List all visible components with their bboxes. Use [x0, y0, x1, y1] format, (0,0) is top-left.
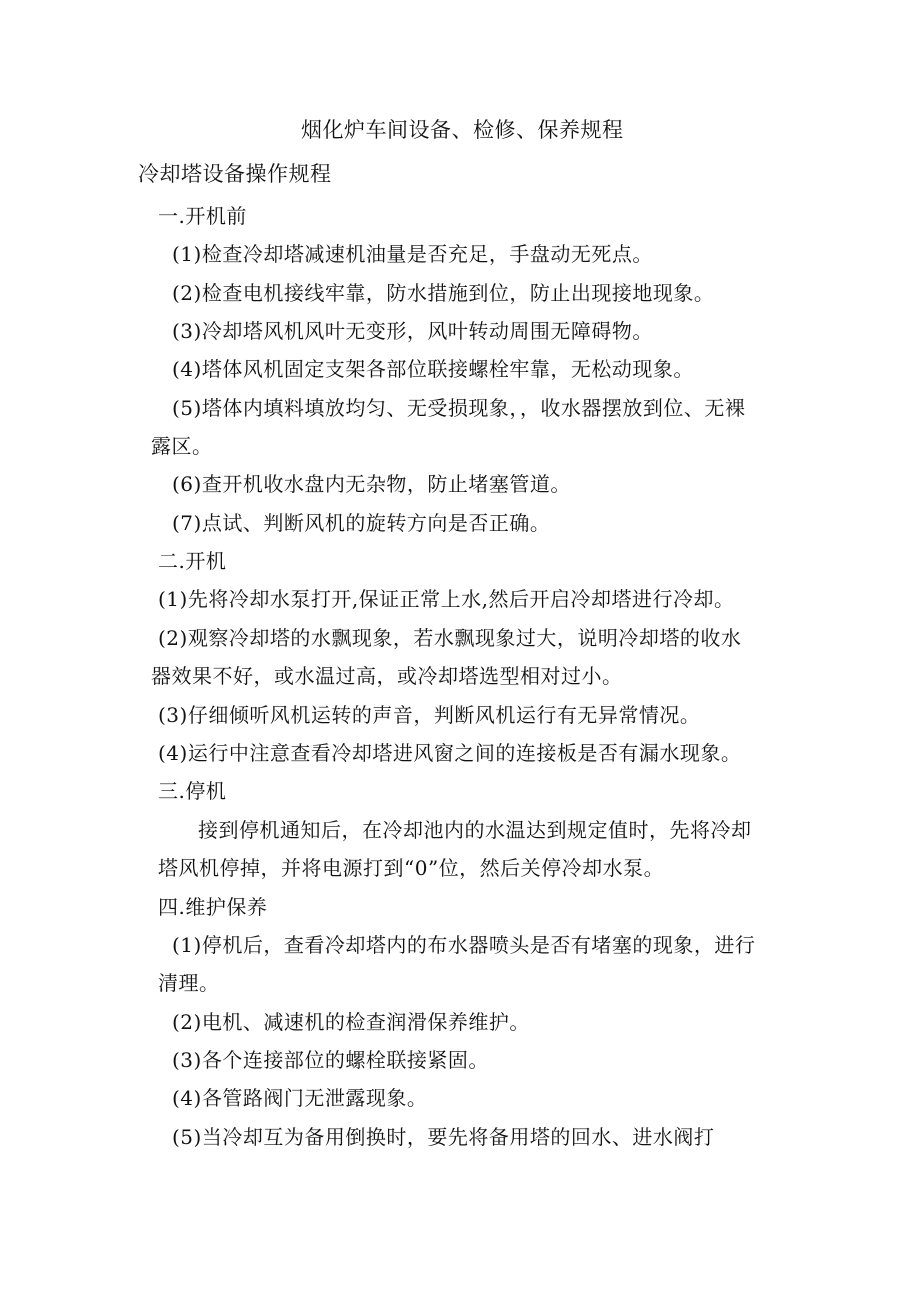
paragraph-line: (2)电机、减速机的检查润滑保养维护。: [172, 1010, 530, 1034]
paragraph-line: (4)运行中注意查看冷却塔进风窗之间的连接板是否有漏水现象。: [158, 741, 742, 765]
paragraph-line: (3)冷却塔风机风叶无变形，风叶转动周围无障碍物。: [172, 319, 653, 343]
document-title: 烟化炉车间设备、检修、保养规程: [301, 118, 624, 142]
document-subtitle: 冷却塔设备操作规程: [138, 162, 332, 186]
paragraph-line: (1)先将冷却水泵打开,保证正常上水,然后开启冷却塔进行冷却。: [158, 587, 735, 611]
paragraph-line: (3)仔细倾听风机运转的声音，判断风机运行有无异常情况。: [158, 703, 701, 727]
paragraph-line: (1)停机后，查看冷却塔内的布水器喷头是否有堵塞的现象，进行: [172, 933, 756, 957]
section-heading: 三.停机: [158, 779, 227, 803]
paragraph-line: 器效果不好，或水温过高，或冷却塔选型相对过小。: [151, 664, 623, 688]
paragraph-line: (5)塔体内填料填放均匀、无受损现象，，收水器摆放到位、无裸: [172, 396, 746, 420]
section-heading: 四.维护保养: [158, 895, 268, 919]
paragraph-line: (5)当冷却互为备用倒换时，要先将备用塔的回水、进水阀打: [172, 1125, 715, 1149]
paragraph-line: (1)检查冷却塔减速机油量是否充足，手盘动无死点。: [172, 242, 653, 266]
section-heading: 一.开机前: [158, 204, 247, 228]
paragraph-line: (7)点试、判断风机的旋转方向是否正确。: [172, 511, 551, 535]
paragraph-line: (2)检查电机接线牢靠，防水措施到位，防止出现接地现象。: [172, 281, 715, 305]
paragraph-line: (3)各个连接部位的螺栓联接紧固。: [172, 1048, 489, 1072]
paragraph-line: (2)观察冷却塔的水飘现象，若水飘现象过大，说明冷却塔的收水: [158, 626, 742, 650]
paragraph-line: (6)查开机收水盘内无杂物，防止堵塞管道。: [172, 472, 571, 496]
paragraph-line: 接到停机通知后，在冷却池内的水温达到规定值时，先将冷却: [198, 818, 752, 842]
paragraph-line: 清理。: [158, 971, 220, 995]
paragraph-line: 露区。: [151, 434, 213, 458]
paragraph-line: 塔风机停掉，并将电源打到“0”位，然后关停冷却水泵。: [158, 856, 665, 880]
section-heading: 二.开机: [158, 549, 227, 573]
paragraph-line: (4)塔体风机固定支架各部位联接螺栓牢靠，无松动现象。: [172, 357, 694, 381]
paragraph-line: (4)各管路阀门无泄露现象。: [172, 1086, 428, 1110]
